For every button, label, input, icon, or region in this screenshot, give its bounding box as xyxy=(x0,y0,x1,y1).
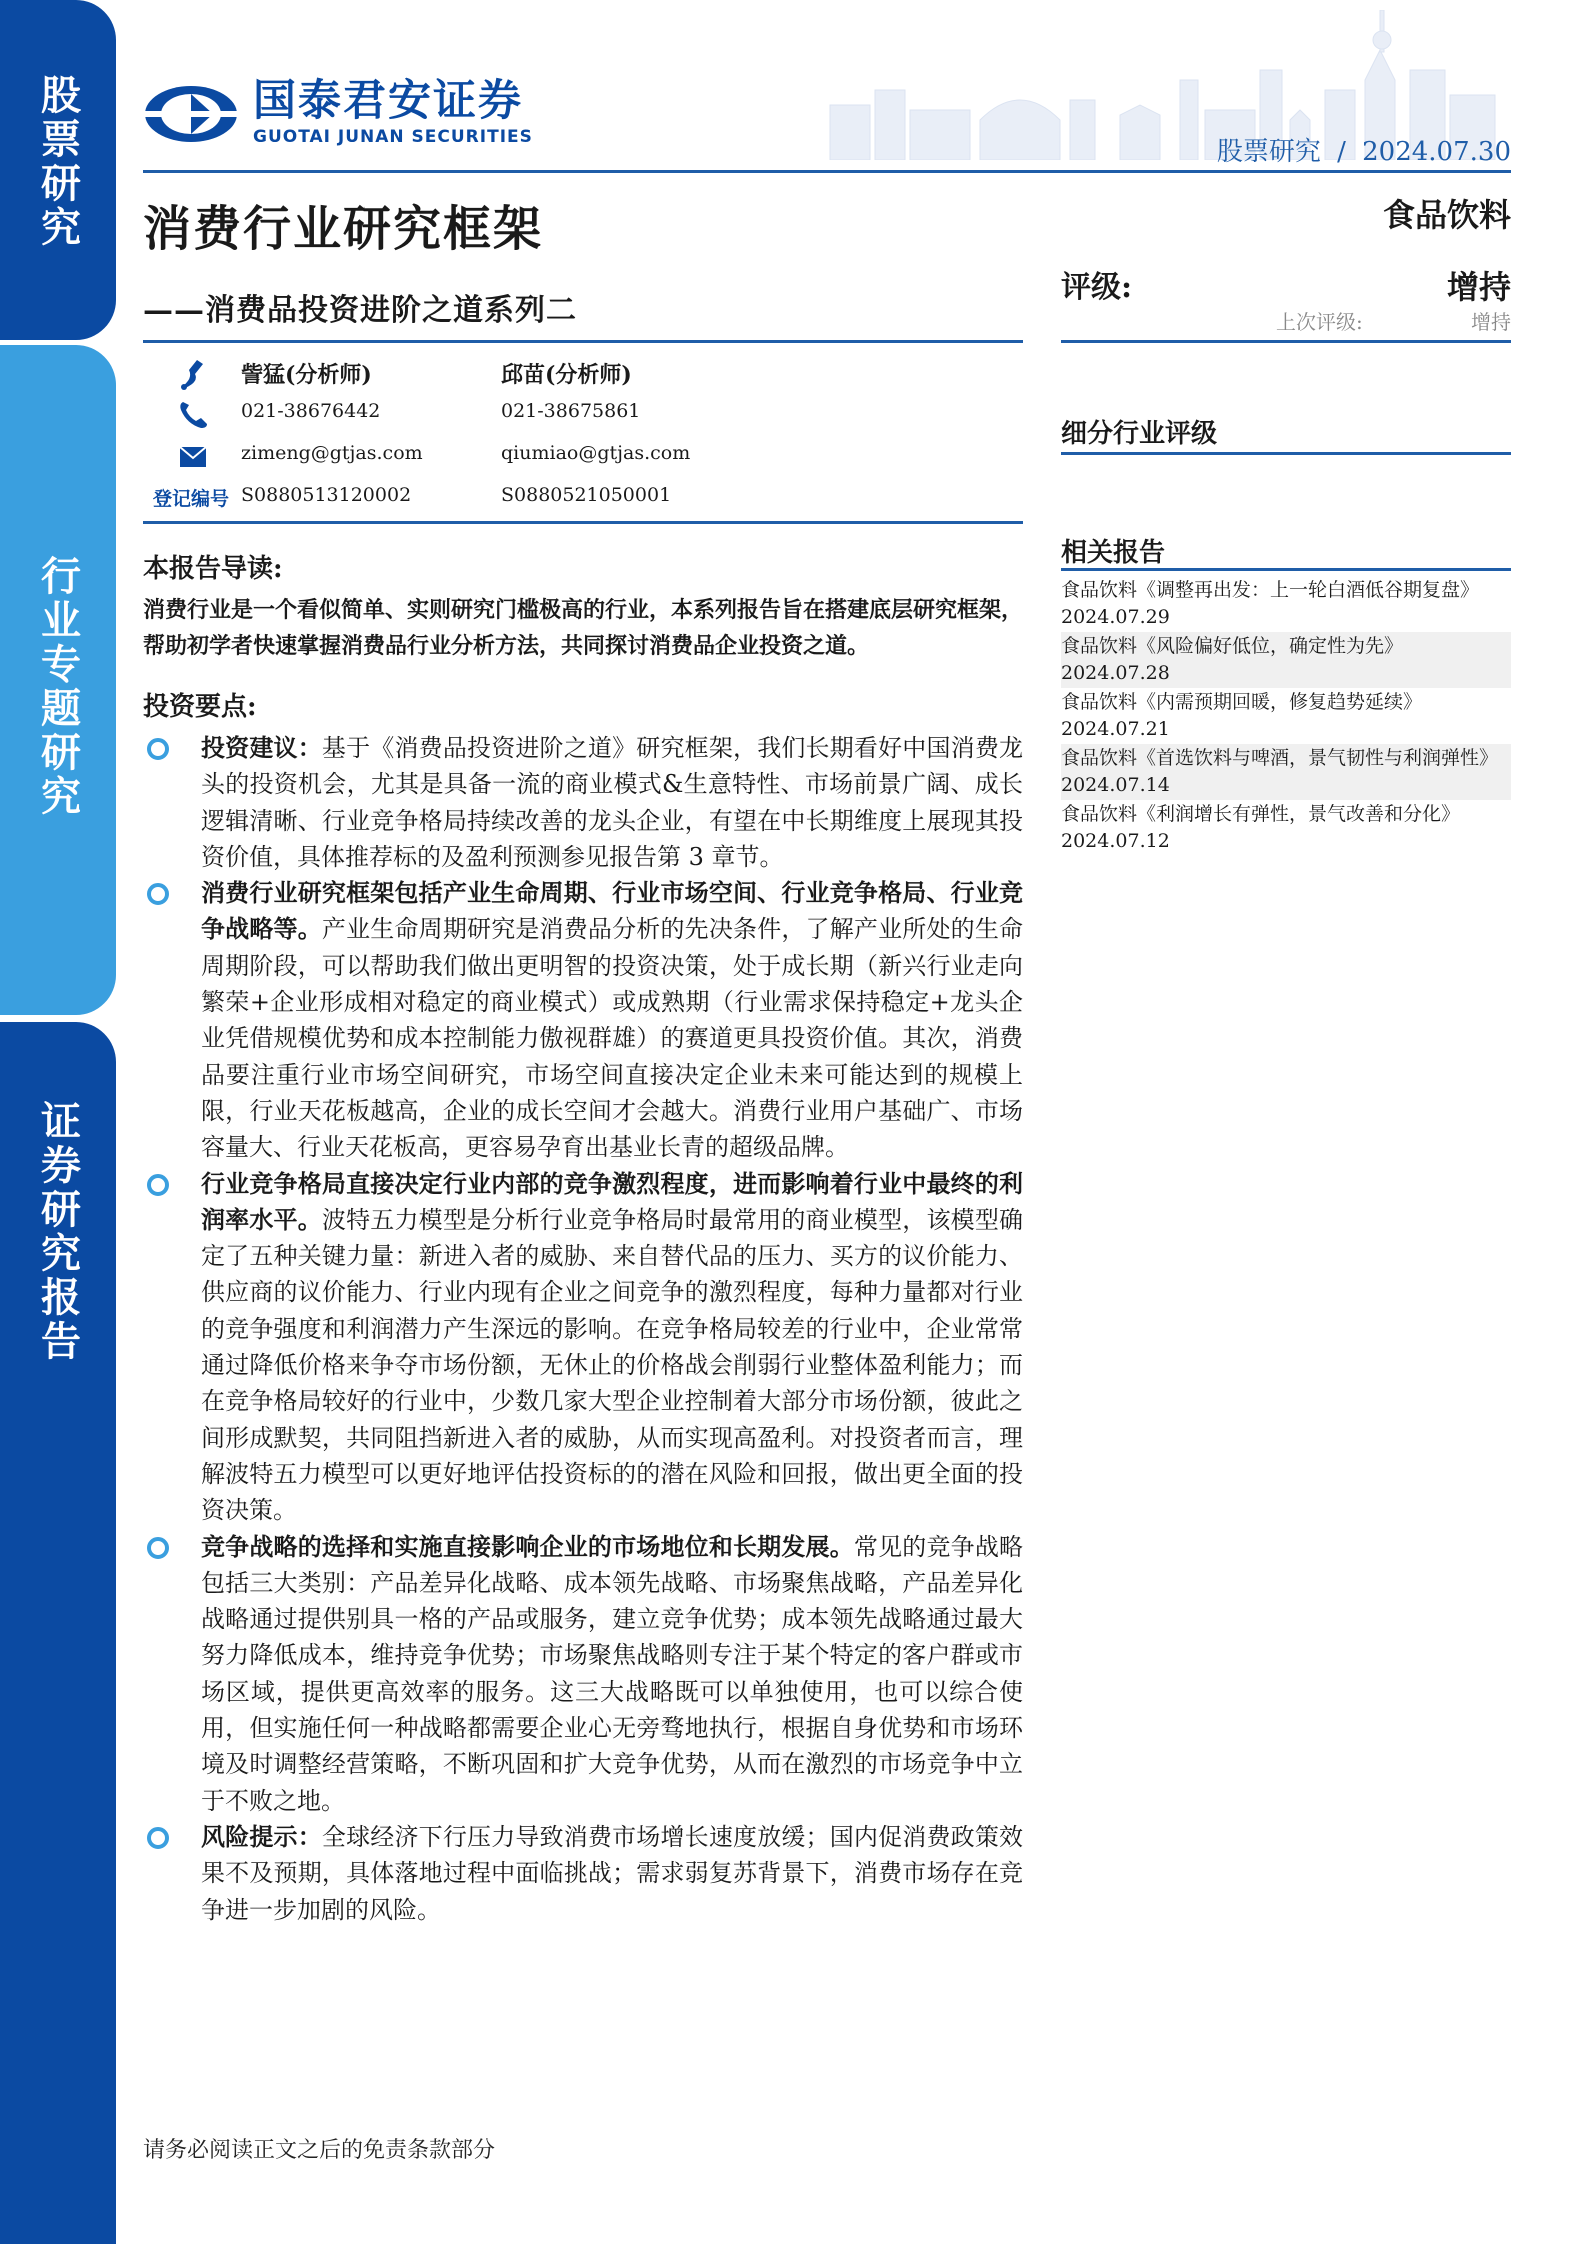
investment-point-text: 波特五力模型是分析行业竞争格局时最常用的商业模型，该模型确定了五种关键力量：新进入者的威胁、来自替代品的压力、买方的议价能力、供应商的议价能力、行业内现有企业之间竞争的激烈程度，每种力量都对行业的竞争强度和利润潜力产生深远的影响。在竞争格局较差的行业中，企业常常通过降低价格来争夺市场份额，无休止的价格战会削弱行业整体盈利能力；而在竞争格局较好的行业中，少数几家大型企业控制着大部分市场份额，彼此之间形成默契，共同阻挡新进入者的威胁，从而实现高盈利。对投资者而言，理解波特五力模型可以更好地评估投资标的的潜在风险和回报，做出更全面的投资决策。 xyxy=(201,1205,1024,1525)
header-divider xyxy=(143,170,1511,173)
mail-icon xyxy=(175,438,211,474)
sidebar-tab-securities-report xyxy=(0,1022,116,2244)
sidebar-tab-industry-research xyxy=(0,345,116,1015)
report-category-date xyxy=(1217,131,1511,168)
investment-point-text: 常见的竞争战略包括三大类别：产品差异化战略、成本领先战略、市场聚焦战略，产品差异化战略通过提供别具一格的产品或服务，建立竞争优势；成本领先战略通过最大努力降低成本，维持竞争优势；市场聚焦战略则专注于某个特定的客户群或市场区域，提供更高效率的服务。这三大战略既可以单独使用，也可以综合使用，但实施任何一种战略都需要企业心无旁骛地执行，根据自身优势和市场环境及时调整经营策略，不断巩固和扩大竞争优势，从而在激烈的市场竞争中立于不败之地。 xyxy=(201,1532,1024,1815)
related-report-item[interactable]: 食品饮料《内需预期回暖，修复趋势延续》2024.07.21 xyxy=(1061,691,1423,740)
registration-label: 登记编号 xyxy=(153,488,230,510)
previous-rating-value: 增持 xyxy=(1471,310,1511,334)
report-date: 2024.07.30 xyxy=(1362,137,1511,167)
rating-value: 增持 xyxy=(1446,268,1511,306)
investment-point-text: 全球经济下行压力导致消费市场增长速度放缓；国内促消费政策效果不及预期，具体落地过程中面临挑战；需求弱复苏背景下，消费市场存在竞争进一步加剧的风险。 xyxy=(201,1822,1024,1924)
analyst-email[interactable]: zimeng@gtjas.com xyxy=(241,442,423,464)
industry-label: 食品饮料 xyxy=(1382,196,1511,234)
investment-point-lead: 风险提示： xyxy=(201,1821,322,1851)
analyst-email[interactable]: qiumiao@gtjas.com xyxy=(501,442,691,464)
analyst-name-row xyxy=(143,358,1023,398)
related-reports-list xyxy=(1061,576,1511,856)
analyst-email-row xyxy=(143,442,1023,482)
report-title: 消费行业研究框架 xyxy=(143,201,544,257)
bullet-icon xyxy=(147,1174,169,1196)
investment-point-lead: 消费行业研究框架包括产业生命周期、行业市场空间、行业竞争格局、行业竞争战略等。 xyxy=(201,878,1023,944)
sidebar-tab-label: 证券研究报告 xyxy=(34,1100,81,1364)
investment-points-list xyxy=(143,730,1023,1928)
sidebar-tab-stock-research xyxy=(0,0,116,340)
report-category: 股票研究 xyxy=(1216,137,1321,167)
logo-emblem-icon xyxy=(143,84,239,144)
analyst-divider xyxy=(143,521,1023,524)
analyst-phone-row xyxy=(143,400,1023,440)
segment-divider xyxy=(1061,452,1511,455)
investment-point-lead: 行业竞争格局直接决定行业内部的竞争激烈程度，进而影响着行业中最终的利润率水平。 xyxy=(201,1168,1023,1234)
sidebar xyxy=(0,0,116,2244)
related-reports-title: 相关报告 xyxy=(1061,538,1166,568)
rating-divider xyxy=(1061,340,1511,343)
investment-point xyxy=(143,1819,1023,1928)
investment-point-text: 产业生命周期研究是消费品分析的先决条件，了解产业所处的生命周期阶段，可以帮助我们做出更明智的投资决策，处于成长期（新兴行业走向繁荣+企业形成相对稳定的商业模式）或成熟期（行业需求保持稳定+龙头企业凭借规模优势和成本控制能力傲视群雄）的赛道更具投资价值。其次，消费品要注重行业市场空间研究，市场空间直接决定企业未来可能达到的规模上限，行业天花板越高，企业的成长空间才会越大。消费行业用户基础广、市场容量大、行业天花板高，更容易孕育出基业长青的超级品牌。 xyxy=(201,915,1024,1162)
rating-label: 评级: xyxy=(1061,270,1133,305)
analyst-phone: 021-38676442 xyxy=(241,400,381,422)
subtitle-divider xyxy=(143,340,1023,343)
investment-point xyxy=(143,1166,1023,1529)
guide-title: 本报告导读: xyxy=(143,554,283,584)
related-report-item[interactable]: 食品饮料《利润增长有弹性，景气改善和分化》2024.07.12 xyxy=(1061,803,1461,852)
investment-point-lead: 竞争战略的选择和实施直接影响企业的市场地位和长期发展。 xyxy=(201,1531,854,1561)
investment-point xyxy=(143,875,1023,1165)
segment-rating-label: 细分行业评级 xyxy=(1061,419,1218,449)
related-report-item[interactable]: 食品饮料《调整再出发：上一轮白酒低谷期复盘》2024.07.29 xyxy=(1061,579,1480,628)
bullet-icon xyxy=(147,738,169,760)
analyst-phone: 021-38675861 xyxy=(501,400,641,422)
analyst-name: 邱苗(分析师) xyxy=(501,362,632,388)
registration-number: S0880521050001 xyxy=(501,484,672,506)
analyst-registration-row xyxy=(143,484,1023,524)
company-logo xyxy=(143,76,533,147)
header-separator: / xyxy=(1337,137,1346,167)
sidebar-tab-label: 行业专题研究 xyxy=(34,555,81,819)
investment-point xyxy=(143,1529,1023,1819)
related-divider xyxy=(1061,568,1511,571)
related-report-item[interactable]: 食品饮料《风险偏好低位，确定性为先》2024.07.28 xyxy=(1061,632,1511,688)
disclaimer-footer[interactable]: 请务必阅读正文之后的免责条款部分 xyxy=(143,2138,496,2163)
logo-english-name: GUOTAI JUNAN SECURITIES xyxy=(253,127,533,147)
investment-points-title: 投资要点: xyxy=(143,692,257,722)
previous-rating-label: 上次评级: xyxy=(1276,310,1363,334)
bullet-icon xyxy=(147,1827,169,1849)
investment-point-lead: 投资建议： xyxy=(201,733,322,762)
guide-text: 消费行业是一个看似简单、实则研究门槛极高的行业，本系列报告旨在搭建底层研究框架，帮助初学者快速掌握消费品行业分析方法，共同探讨消费品企业投资之道。 xyxy=(143,597,1024,659)
investment-point-text: 基于《消费品投资进阶之道》研究框架，我们长期看好中国消费龙头的投资机会，尤其是具备一流的商业模式&生意特性、市场前景广阔、成长逻辑清晰、行业竞争格局持续改善的龙头企业，有望在中长期维度上展现其投资价值，具体推荐标的及盈利预测参见报告第 3 章节。 xyxy=(201,734,1024,871)
registration-number: S0880513120002 xyxy=(241,484,412,506)
investment-point xyxy=(143,730,1023,875)
bullet-icon xyxy=(147,883,169,905)
logo-chinese-name: 国泰君安证券 xyxy=(253,76,523,126)
related-report-item[interactable]: 食品饮料《首选饮料与啤酒，景气韧性与利润弹性》2024.07.14 xyxy=(1061,744,1511,800)
bullet-icon xyxy=(147,1537,169,1559)
pen-icon xyxy=(175,356,211,392)
phone-icon xyxy=(175,396,211,432)
previous-rating-row xyxy=(1061,306,1511,340)
report-subtitle: ——消费品投资进阶之道系列二 xyxy=(143,293,577,328)
sidebar-tab-label: 股票研究 xyxy=(34,74,81,250)
analyst-name: 訾猛(分析师) xyxy=(241,362,372,388)
